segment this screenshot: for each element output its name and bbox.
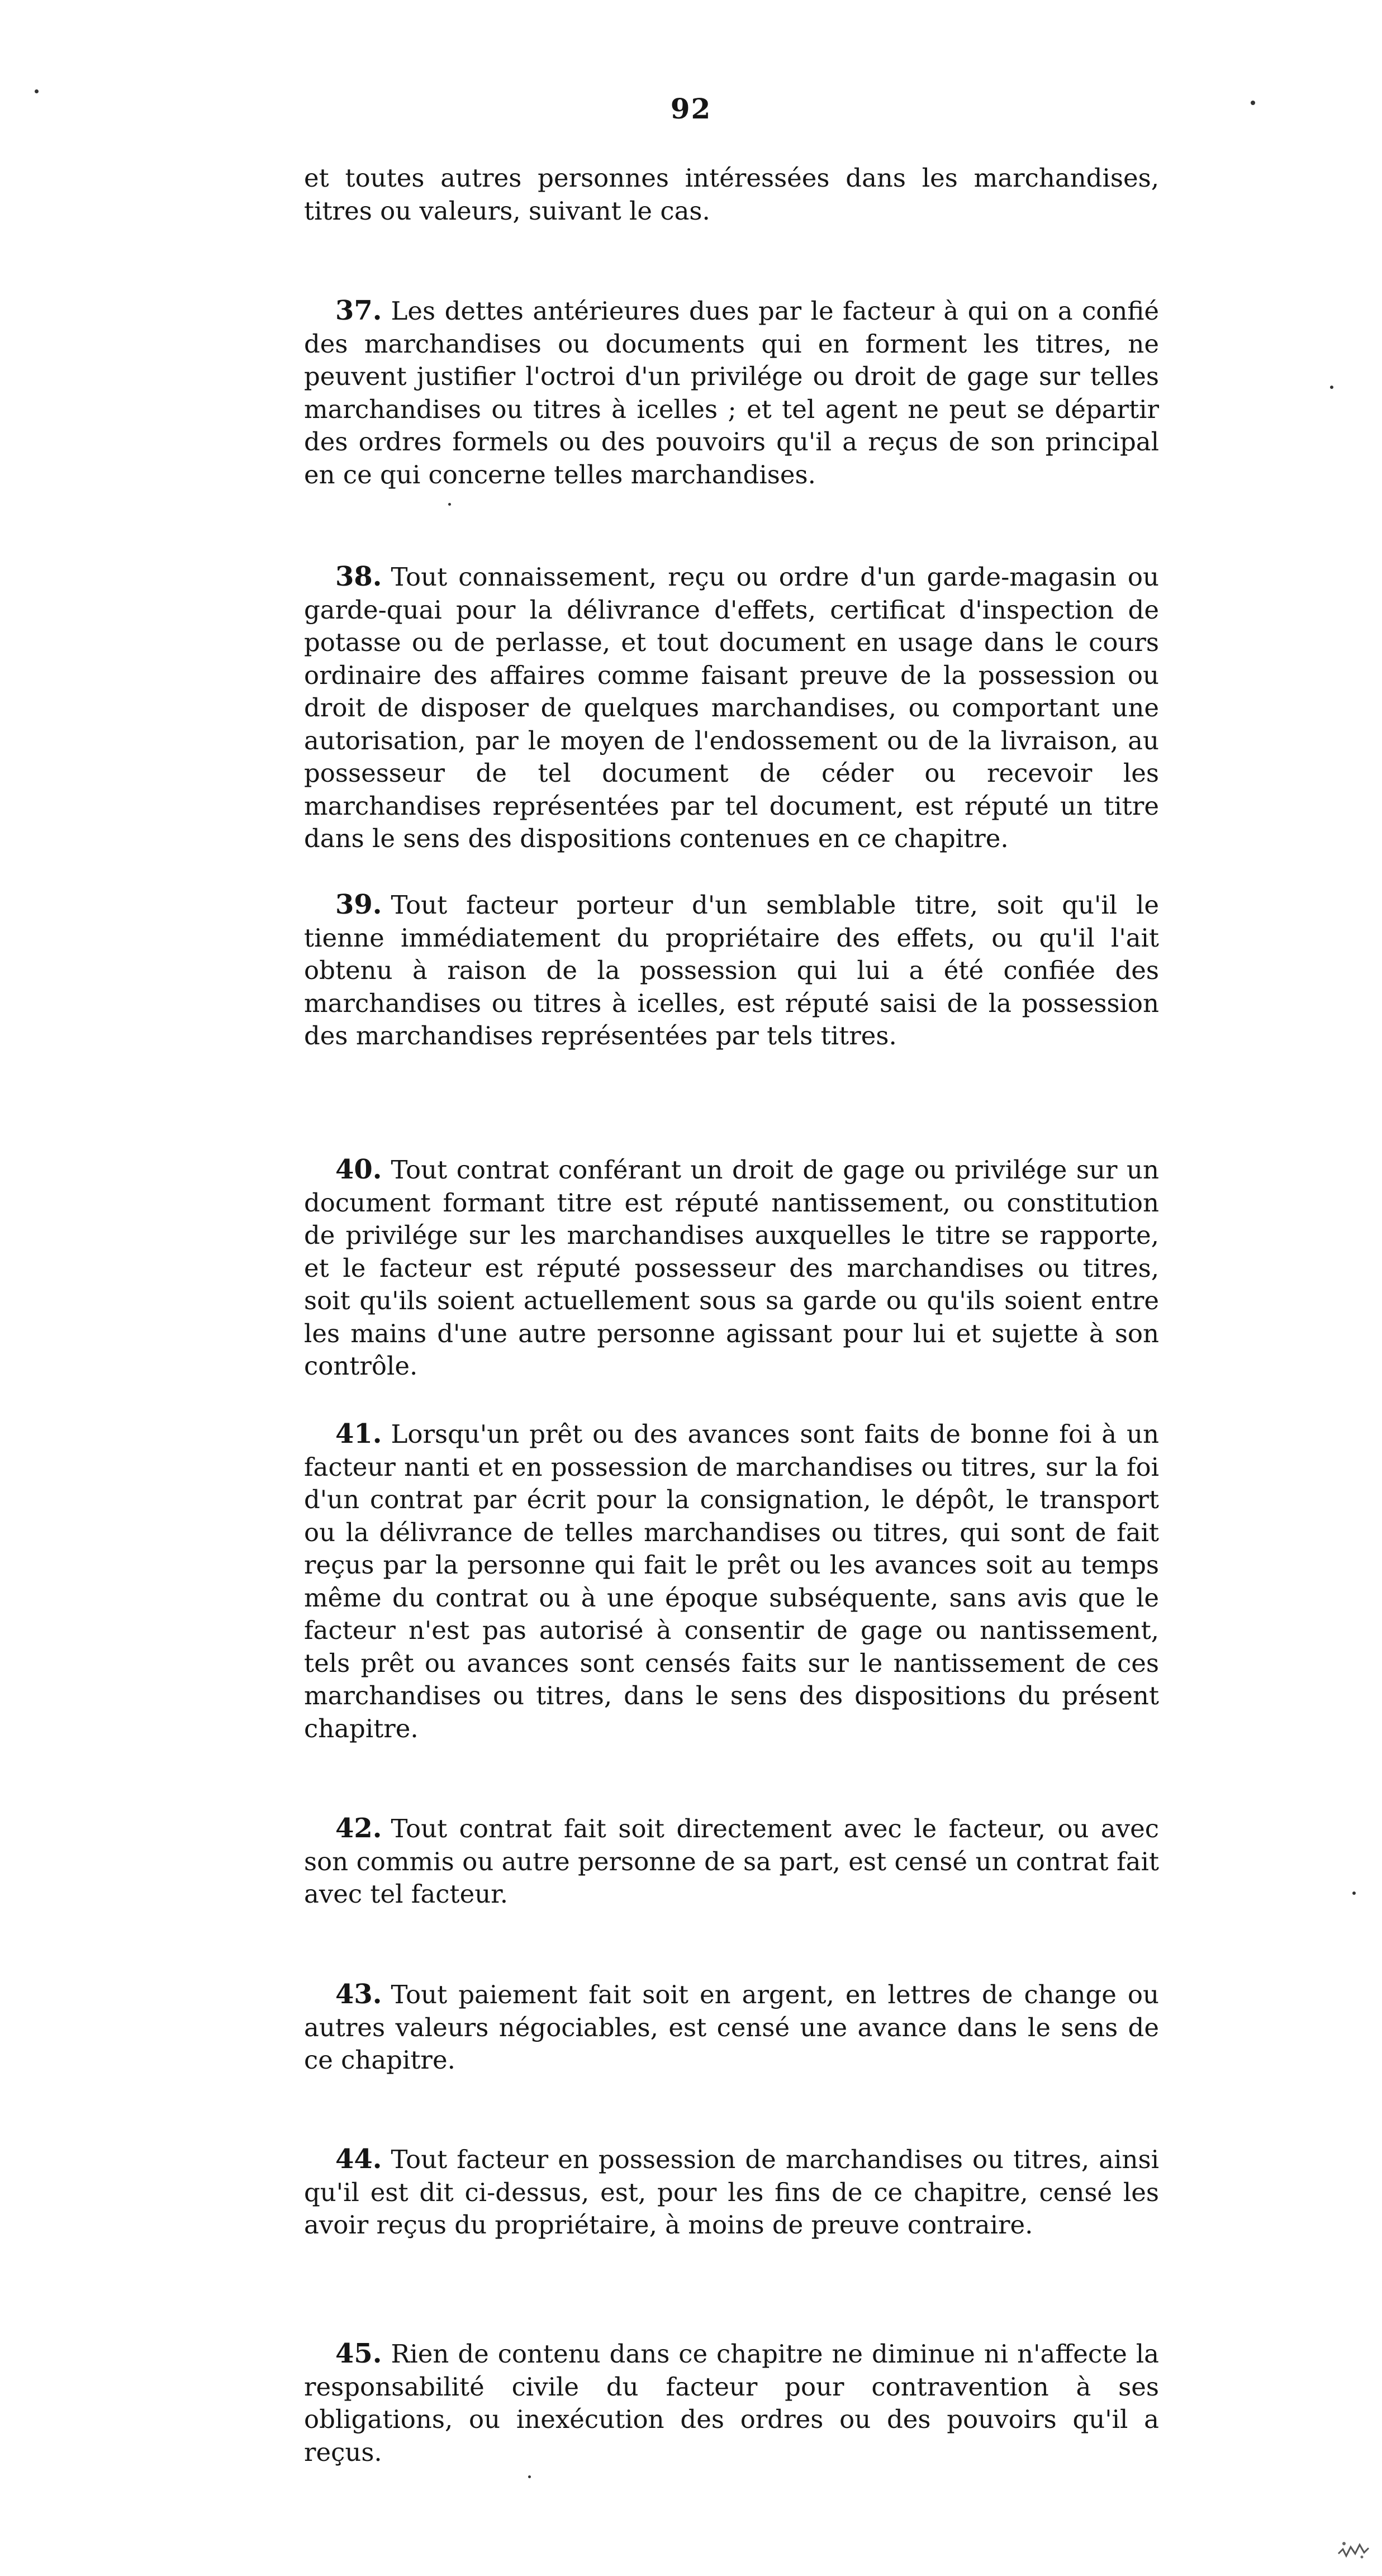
article-text: Tout connaissement, reçu ou ordre d'un garde-magasin ou garde-quai pour la délivrance d'effets, certificat d'inspection de potasse ou de perlasse, et tout document en usage dans le cours ordinaire des affaires comme faisant preuve de la possession ou droit de disposer de quelques marchandises, ou comportant une autorisation, par le moyen de l'endossement ou de la livraison, au possesseur de tel document de céder ou recevoir les marchandises représentées par tel document, est réputé un titre dans le sens des dispositions contenues en ce chapitre. xyxy=(304,562,1159,853)
article-40 xyxy=(304,1153,1159,1383)
article-text: Tout facteur porteur d'un semblable titre, soit qu'il le tienne immédiatement du propriétaire des effets, ou qu'il l'ait obtenu à raison de la possession qui lui a été confiée des marchandises ou titres à icelles, est réputé saisi de la possession des marchandises représentées par tels titres. xyxy=(304,890,1159,1051)
paragraph-continuation xyxy=(304,162,1159,227)
article-37 xyxy=(304,294,1159,491)
scan-speck xyxy=(1330,386,1333,389)
article-text: Tout contrat fait soit directement avec le facteur, ou avec son commis ou autre personne de sa part, est censé un contrat fait avec tel facteur. xyxy=(304,1814,1159,1909)
article-text: Rien de contenu dans ce chapitre ne diminue ni n'affecte la responsabilité civile du facteur pour contravention à ses obligations, ou inexécution des ordres ou des pouvoirs qu'il a reçus. xyxy=(304,2339,1159,2467)
article-text: Lorsqu'un prêt ou des avances sont faits de bonne foi à un facteur nanti et en possession de marchandises ou titres, sur la foi d'un contrat par écrit pour la consignation, le dépôt, le transport ou la délivrance de telles marchandises ou titres, qui sont de fait reçus par la personne qui fait le prêt ou les avances soit au temps même du contrat ou à une époque subséquente, sans avis que le facteur n'est pas autorisé à consentir de gage ou nantissement, tels prêt ou avances sont censés faits sur le nantissement de ces marchandises ou titres, dans le sens des dispositions du présent chapitre. xyxy=(304,1419,1159,1743)
article-38 xyxy=(304,560,1159,856)
article-text: Tout paiement fait soit en argent, en lettres de change ou autres valeurs négociables, est censé une avance dans le sens de ce chapitre. xyxy=(304,1980,1159,2075)
article-42 xyxy=(304,1812,1159,1911)
page-number: 92 xyxy=(670,92,712,125)
article-number: 43. xyxy=(335,1979,382,2010)
article-number: 39. xyxy=(335,889,382,920)
scan-speck xyxy=(35,89,39,93)
scan-speck xyxy=(1251,101,1255,105)
scan-speck xyxy=(528,2475,531,2478)
article-45 xyxy=(304,2337,1159,2469)
article-number: 41. xyxy=(335,1418,382,1449)
article-number: 38. xyxy=(335,561,382,592)
article-number: 45. xyxy=(335,2338,382,2369)
article-text: Tout facteur en possession de marchandises ou titres, ainsi qu'il est dit ci-dessus, est, pour les fins de ce chapitre, censé les avoir reçus du propriétaire, à moins de preuve contraire. xyxy=(304,2145,1159,2240)
article-text: Les dettes antérieures dues par le facteur à qui on a confié des marchandises ou documents qui en forment les titres, ne peuvent justifier l'octroi d'un privilége ou droit de gage sur telles marchandises ou titres à icelles ; et tel agent ne peut se départir des ordres formels ou des pouvoirs qu'il a reçus de son principal en ce qui concerne telles marchandises. xyxy=(304,296,1159,489)
article-text: Tout contrat conférant un droit de gage ou privilége sur un document formant titre est réputé nantissement, ou constitution de privilége sur les marchandises auxquelles le titre se rapporte, et le facteur est réputé possesseur des marchandises ou titres, soit qu'ils soient actuellement sous sa garde ou qu'ils soient entre les mains d'une autre personne agissant pour lui et sujette à son contrôle. xyxy=(304,1155,1159,1381)
paragraph-text: et toutes autres personnes intéressées dans les marchandises, titres ou valeurs, suivant le cas. xyxy=(304,163,1159,226)
article-43 xyxy=(304,1978,1159,2077)
article-number: 44. xyxy=(335,2144,382,2175)
article-number: 40. xyxy=(335,1154,382,1185)
scan-speck xyxy=(448,503,451,506)
article-39 xyxy=(304,888,1159,1053)
scan-speck xyxy=(1352,1891,1356,1895)
article-number: 37. xyxy=(335,295,382,326)
scan-blot-mark xyxy=(1333,2537,1372,2560)
article-41 xyxy=(304,1418,1159,1745)
article-number: 42. xyxy=(335,1813,382,1844)
article-44 xyxy=(304,2143,1159,2242)
